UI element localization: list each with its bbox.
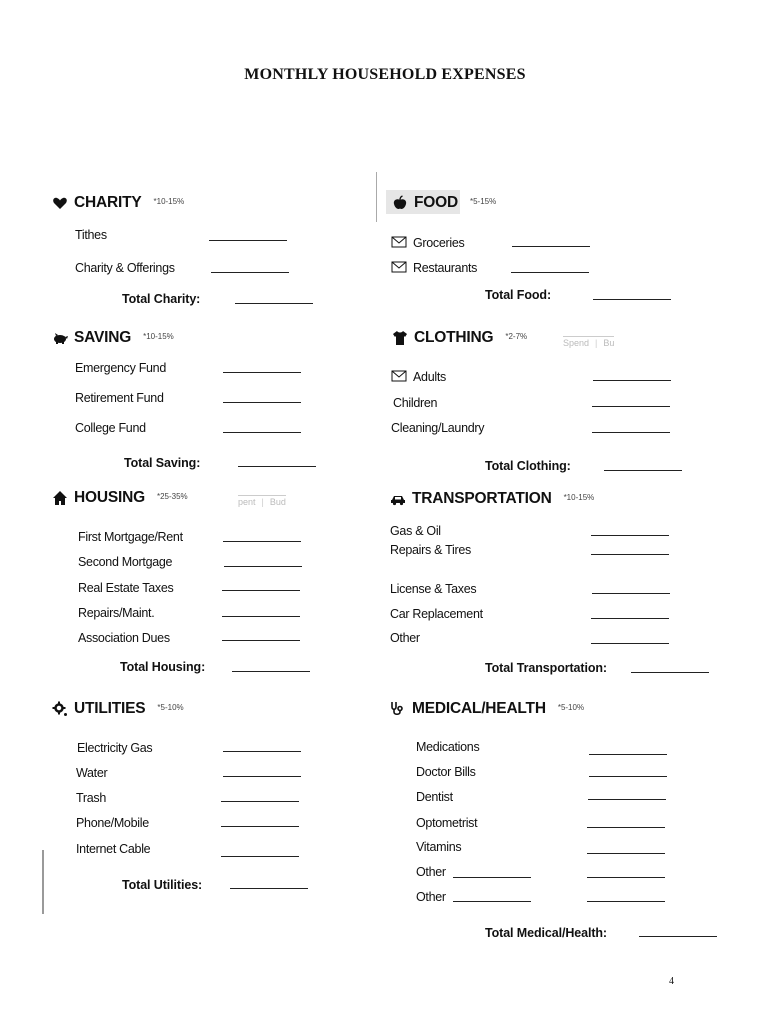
page-number: 4 xyxy=(669,976,674,987)
faded-column-header: pent | Bud xyxy=(238,497,286,507)
section-percentage: *5-10% xyxy=(157,702,184,712)
expense-label: Optometrist xyxy=(416,816,478,830)
total-label: Total Food: xyxy=(485,288,552,302)
amount-blank[interactable] xyxy=(209,240,287,241)
total-label: Total Housing: xyxy=(120,660,206,674)
car-icon xyxy=(390,491,406,507)
amount-blank[interactable] xyxy=(591,643,669,644)
amount-blank[interactable] xyxy=(587,827,665,828)
amount-blank[interactable] xyxy=(223,372,301,373)
expense-label: Water xyxy=(76,766,108,780)
amount-blank[interactable] xyxy=(591,618,669,619)
expense-label: Retirement Fund xyxy=(75,391,164,405)
expense-label: Other xyxy=(390,631,420,645)
amount-blank[interactable] xyxy=(592,593,670,594)
total-blank[interactable] xyxy=(235,303,313,304)
amount-blank[interactable] xyxy=(222,640,300,641)
total-label: Total Saving: xyxy=(124,456,201,470)
amount-blank[interactable] xyxy=(592,432,670,433)
expense-label: Real Estate Taxes xyxy=(78,581,174,595)
shirt-icon xyxy=(392,330,408,346)
section-header-utilities xyxy=(52,700,184,718)
total-blank[interactable] xyxy=(593,299,671,300)
amount-blank[interactable] xyxy=(593,380,671,381)
expense-label: First Mortgage/Rent xyxy=(78,530,183,544)
page-title: MONTHLY HOUSEHOLD EXPENSES xyxy=(244,66,526,83)
amount-blank[interactable] xyxy=(222,616,300,617)
expense-label: Medications xyxy=(416,740,480,754)
section-title: FOOD xyxy=(414,194,458,211)
section-header-food xyxy=(392,194,496,212)
amount-blank[interactable] xyxy=(211,272,289,273)
expense-label: Association Dues xyxy=(78,631,170,645)
total-label: Total Charity: xyxy=(122,292,201,306)
expense-label: Charity & Offerings xyxy=(75,261,175,275)
scan-artifact xyxy=(376,172,377,222)
piggy-bank-icon xyxy=(52,330,68,346)
total-blank[interactable] xyxy=(238,466,316,467)
total-blank[interactable] xyxy=(639,936,717,937)
other-description-blank[interactable] xyxy=(453,877,531,878)
section-title: CLOTHING xyxy=(414,329,494,346)
expense-label: License & Taxes xyxy=(390,582,477,596)
amount-blank[interactable] xyxy=(223,541,301,542)
section-title: TRANSPORTATION xyxy=(412,490,552,507)
section-percentage: *10-15% xyxy=(143,331,174,341)
stethoscope-icon xyxy=(390,701,406,717)
expense-label: Children xyxy=(393,396,438,410)
amount-blank[interactable] xyxy=(223,751,301,752)
section-percentage: *2-7% xyxy=(505,331,528,341)
section-title: CHARITY xyxy=(74,194,142,211)
amount-blank[interactable] xyxy=(224,566,302,567)
total-label: Total Utilities: xyxy=(122,878,203,892)
section-percentage: *10-15% xyxy=(563,492,595,502)
expense-label: Emergency Fund xyxy=(75,361,166,375)
amount-blank[interactable] xyxy=(589,754,667,755)
total-blank[interactable] xyxy=(230,888,308,889)
expense-label: Other xyxy=(416,865,446,879)
total-label: Total Medical/Health: xyxy=(485,926,607,940)
section-percentage: *25-35% xyxy=(156,491,188,501)
section-title: UTILITIES xyxy=(74,700,146,717)
amount-blank[interactable] xyxy=(591,554,669,555)
total-blank[interactable] xyxy=(631,672,709,673)
faded-column-header: Spend | Bu xyxy=(563,338,615,348)
amount-blank[interactable] xyxy=(223,432,301,433)
total-label: Total Clothing: xyxy=(485,459,571,473)
amount-blank[interactable] xyxy=(587,877,665,878)
section-title: MEDICAL/HEALTH xyxy=(412,700,546,717)
amount-blank[interactable] xyxy=(587,901,665,902)
expense-label: Phone/Mobile xyxy=(76,816,149,830)
expense-label: Other xyxy=(416,890,446,904)
gear-icon xyxy=(52,701,68,717)
envelope-icon xyxy=(391,261,407,273)
expense-label: Car Replacement xyxy=(390,607,483,621)
expense-label: Electricity Gas xyxy=(77,741,153,755)
total-blank[interactable] xyxy=(232,671,310,672)
amount-blank[interactable] xyxy=(587,853,665,854)
amount-blank[interactable] xyxy=(222,590,300,591)
expense-label: Tithes xyxy=(75,228,107,242)
section-percentage: *5-15% xyxy=(469,196,497,206)
section-header-saving xyxy=(52,329,174,347)
expense-label: Restaurants xyxy=(391,261,477,275)
expense-label: Second Mortgage xyxy=(78,555,173,569)
section-title: SAVING xyxy=(74,329,132,346)
amount-blank[interactable] xyxy=(221,856,299,857)
amount-blank[interactable] xyxy=(221,801,299,802)
amount-blank[interactable] xyxy=(511,272,589,273)
scan-artifact xyxy=(42,850,44,914)
amount-blank[interactable] xyxy=(221,826,299,827)
total-label: Total Transportation: xyxy=(485,661,607,675)
apple-icon xyxy=(392,195,408,211)
section-header-transportation xyxy=(390,490,594,508)
section-title: HOUSING xyxy=(74,489,145,506)
expense-label: Repairs/Maint. xyxy=(78,606,155,620)
expense-label: Internet Cable xyxy=(76,842,151,856)
section-header-medical xyxy=(390,700,584,718)
amount-blank[interactable] xyxy=(223,402,301,403)
other-description-blank[interactable] xyxy=(453,901,531,902)
expense-label: Vitamins xyxy=(416,840,462,854)
house-icon xyxy=(52,490,68,506)
amount-blank[interactable] xyxy=(588,799,666,800)
section-header-clothing xyxy=(392,329,527,347)
expense-label: College Fund xyxy=(75,421,146,435)
expense-label: Gas & Oil xyxy=(390,524,441,538)
expense-label: Groceries xyxy=(391,236,464,250)
amount-blank[interactable] xyxy=(591,535,669,536)
envelope-icon xyxy=(391,370,407,382)
heart-icon xyxy=(52,195,68,211)
section-header-charity xyxy=(52,194,184,212)
section-percentage: *10-15% xyxy=(153,196,185,206)
amount-blank[interactable] xyxy=(223,776,301,777)
amount-blank[interactable] xyxy=(589,776,667,777)
section-header-housing xyxy=(52,489,188,507)
amount-blank[interactable] xyxy=(592,406,670,407)
expense-label: Repairs & Tires xyxy=(390,543,471,557)
amount-blank[interactable] xyxy=(512,246,590,247)
expense-label: Doctor Bills xyxy=(416,765,476,779)
expense-label: Trash xyxy=(76,791,106,805)
envelope-icon xyxy=(391,236,407,248)
total-blank[interactable] xyxy=(604,470,682,471)
section-percentage: *5-10% xyxy=(557,702,585,712)
expense-label: Adults xyxy=(391,370,446,384)
expense-label: Dentist xyxy=(416,790,453,804)
expense-label: Cleaning/Laundry xyxy=(391,421,485,435)
